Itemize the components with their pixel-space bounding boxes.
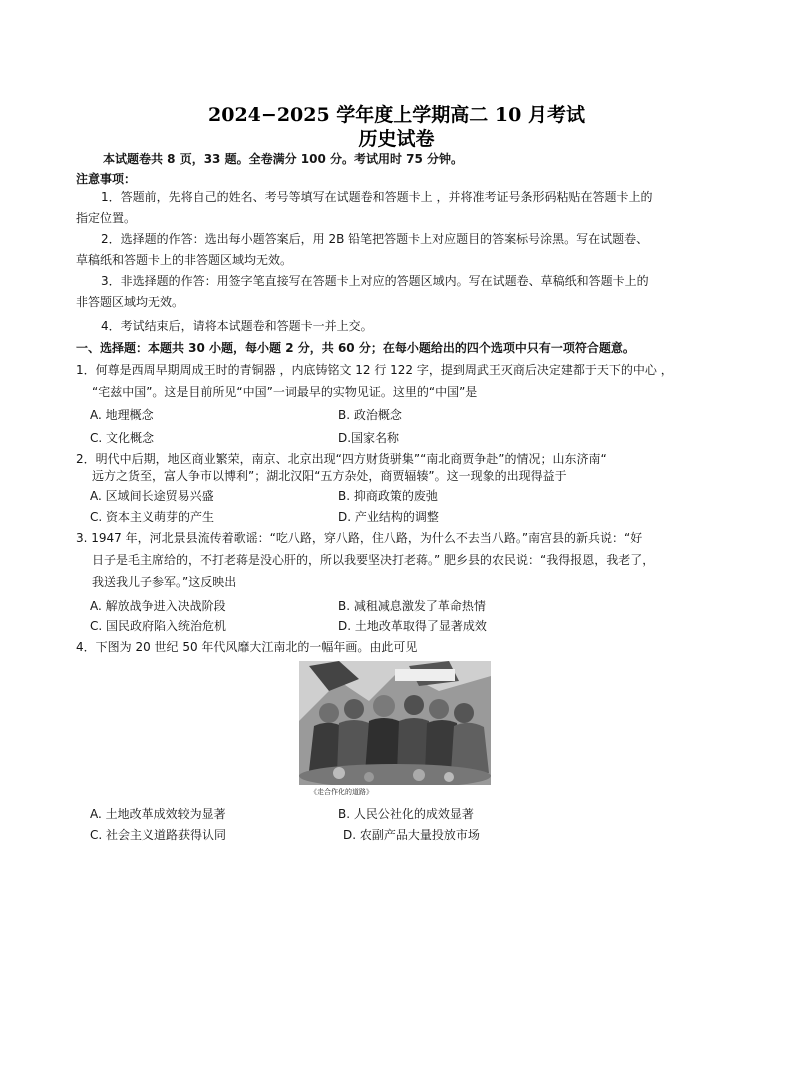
exam-info: 本试题卷共 8 页，33 题。全卷满分 100 分。考试用时 75 分钟。: [103, 152, 464, 166]
q1-stem-line-1: 1．何尊是西周早期周成王时的青铜器 ，内底铸铭文 12 行 122 字，提到周武王灭商后决定建都于天下的中心 ，: [76, 363, 673, 377]
section-1-heading: 一、选择题：本题共 30 小题，每小题 2 分，共 60 分；在每小题给出的四个选项中只有一项符合题意。: [76, 341, 635, 355]
q2-option-b: B. 抑商政策的废弛: [338, 489, 438, 503]
q2-option-a: A. 区域间长途贸易兴盛: [90, 489, 214, 503]
q2-option-c: C. 资本主义萌芽的产生: [90, 510, 215, 524]
notice-item-2-line-1: 2．选择题的作答：选出每小题答案后，用 2B 铅笔把答题卡上对应题目的答案标号涂黑。写在试题卷、: [101, 232, 649, 246]
notice-item-1-line-2: 指定位置。: [76, 211, 137, 225]
q2-stem-line-1: 2．明代中后期，地区商业繁荣，南京、北京出现“四方财货骈集”“南北商贾争赴”的情况；山东济南“: [76, 452, 607, 466]
notice-item-3-line-2: 非答题区域均无效。: [76, 295, 185, 309]
q1-option-a: A. 地理概念: [90, 408, 154, 422]
q1-stem-line-2: “宅兹中国”。这是目前所见“中国”一词最早的实物见证。这里的“中国”是: [92, 385, 478, 399]
q3-option-b: B. 减租减息激发了革命热情: [338, 599, 486, 613]
q1-option-d: D.国家名称: [338, 431, 400, 445]
q4-option-c: C. 社会主义道路获得认同: [90, 828, 227, 842]
q2-stem-line-2: 远方之货至，富人争市以博利”；湖北汉阳“五方杂处，商贾辐辏”。这一现象的出现得益于: [92, 469, 567, 483]
q3-option-c: C. 国民政府陷入统治危机: [90, 619, 227, 633]
q3-option-a: A. 解放战争进入决战阶段: [90, 599, 226, 613]
notice-item-1-line-1: 1．答题前，先将自己的姓名、考号等填写在试题卷和答题卡上 ，并将准考证号条形码粘贴在答题卡上的: [101, 190, 653, 204]
q4-option-b: B. 人民公社化的成效显著: [338, 807, 474, 821]
q4-stem-line-1: 4．下图为 20 世纪 50 年代风靡大江南北的一幅年画。由此可见: [76, 640, 418, 654]
q3-stem-line-2: 日子是毛主席给的，不打老蒋是没心肝的，所以我要坚决打老蒋。” 肥乡县的农民说：“我得报恩，我老了，: [92, 553, 655, 567]
exam-title: 2024−2025 学年度上学期高二 10 月考试: [208, 104, 585, 126]
notice-item-4: 4．考试结束后，请将本试题卷和答题卡一并上交。: [101, 319, 373, 333]
q4-option-d: D. 农副产品大量投放市场: [343, 828, 480, 842]
notice-item-3-line-1: 3．非选择题的作答：用签字笔直接写在答题卡上对应的答题区域内。写在试题卷、草稿纸和答题卡上的: [101, 274, 649, 288]
q3-stem-line-3: 我送我儿子参军。”这反映出: [92, 575, 237, 589]
q1-option-c: C. 文化概念: [90, 431, 155, 445]
new-year-poster-image: [299, 661, 491, 785]
notice-heading: 注意事项：: [76, 172, 137, 186]
q3-stem-line-1: 3. 1947 年，河北景县流传着歌谣：“吃八路，穿八路，住八路，为什么不去当八路。”南宫县的新兵说：“好: [76, 531, 643, 545]
poster-caption: 《走合作化的道路》: [310, 788, 373, 796]
subject-title: 历史试卷: [358, 128, 435, 150]
q2-option-d: D. 产业结构的调整: [338, 510, 439, 524]
q1-option-b: B. 政治概念: [338, 408, 402, 422]
q3-option-d: D. 土地改革取得了显著成效: [338, 619, 487, 633]
notice-item-2-line-2: 草稿纸和答题卡上的非答题区域均无效。: [76, 253, 293, 267]
q4-option-a: A. 土地改革成效较为显著: [90, 807, 226, 821]
